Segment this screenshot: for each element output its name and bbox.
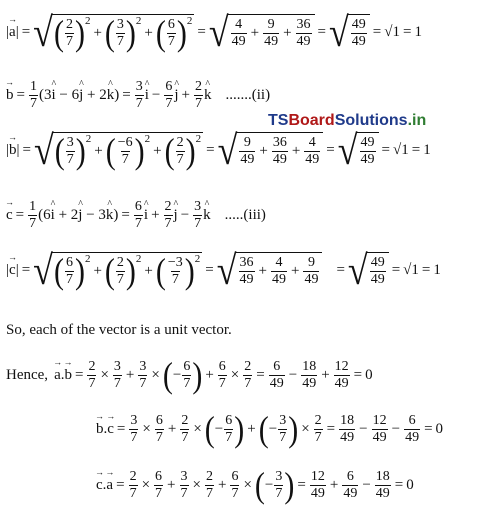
unit-vector-conclusion: So, each of the vector is a unit vector. (6, 322, 232, 338)
watermark-logo: TSBoardSolutions.in (268, 112, 427, 129)
dot-product-ab-line: Hence, → a . → b = $\frac{2}{7}$ × $\frac{3}{7}$ + $\frac{3}{7}$ × ( − $\frac{6}{7}$ ) + $\frac{6}{7}$ × $\frac{2}{7}$ = $\frac{6}{49}$ − $\frac{18}{49}$ + $\frac{12}{49}$ = 0 (6, 360, 373, 391)
dot-product-ca-line: → c . → a = $\frac{2}{7}$ × $\frac{6}{7}$ + $\frac{3}{7}$ × $\frac{2}{7}$ + $\frac{6}{7}$ × ( − $\frac{3}{7}$ ) = $\frac{12}{49}$ + $\frac{6}{49}$ − $\frac{18}{49}$ = 0 (96, 470, 414, 501)
magnitude-c-line: | → c | = √ ( $\frac{6}{7}$ ) 2 + ( $\frac{2}{7}$ ) 2 + ( $\frac{-3}{7}$ ) 2 = √ $\frac{36}{49}$ + $\frac{4}{49}$ + $\frac{9}{49}$ = √ $\frac{49}{49}$ = √1 = 1 (6, 252, 441, 288)
dot-product-bc-line: → b . → c = $\frac{3}{7}$ × $\frac{6}{7}$ + $\frac{2}{7}$ × ( − $\frac{6}{7}$ ) + ( − $\frac{3}{7}$ ) × $\frac{2}{7}$ = $\frac{18}{49}$ − $\frac{12}{49}$ − $\frac{6}{49}$ = 0 (96, 414, 443, 445)
vector-c-line: → c = $\frac{1}{7}$ (6^ i + 2^ j − 3^ k) = $\frac{6}{7}$ ^ i + $\frac{2}{7}$ ^ j − $\frac{3}{7}$ ^ k .....(iii) (6, 200, 266, 231)
magnitude-b-line: | → b | = √ ( $\frac{3}{7}$ ) 2 + ( $\frac{-6}{7}$ ) 2 + ( $\frac{2}{7}$ ) 2 = √ $\frac{9}{49}$ + $\frac{36}{49}$ + $\frac{4}{49}$ = √ $\frac{49}{49}$ = √1 = 1 (6, 132, 431, 168)
equation-label-iii: .....(iii) (224, 207, 266, 223)
vector-b-line: → b = $\frac{1}{7}$ (3^ i − 6^ j + 2^ k) = $\frac{3}{7}$ ^ i − $\frac{6}{7}$ ^ j + $\frac{2}{7}$ ^ k .......(ii) (6, 80, 270, 111)
equation-label-ii: .......(ii) (225, 87, 271, 103)
hence-label: Hence, (6, 367, 49, 383)
magnitude-a-line: | → a | = √ ( $\frac{2}{7}$ ) 2 + ( $\frac{3}{7}$ ) 2 + ( $\frac{6}{7}$ ) 2 = √ $\frac{4}{49}$ + $\frac{9}{49}$ + $\frac{36}{49}$ = √ $\frac{49}{49}$ = √1 = 1 (6, 14, 422, 50)
